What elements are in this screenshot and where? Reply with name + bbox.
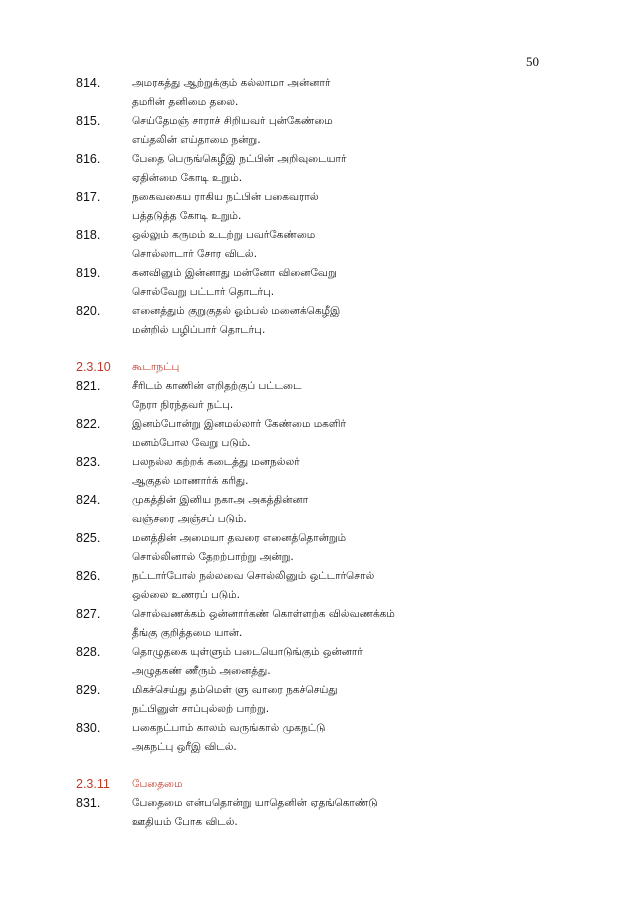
verse-line: எனைத்தும் குறுகுதல் ஓம்பல் மனைக்கெழீஇ [132, 305, 341, 317]
verse-number: 821. [76, 379, 101, 393]
verse-line: தொழுதகை யுள்ளும் படையொடுங்கும் ஒன்னார் [132, 646, 363, 658]
verse [76, 150, 546, 188]
verse-line: கனவினும் இன்னாது மன்னோ வினைவேறு [132, 267, 337, 279]
verse-line: மன்றில் பழிப்பார் தொடர்பு. [132, 324, 266, 336]
verse-number: 829. [76, 683, 101, 697]
verse-line: மனம்போல வேறு படும். [132, 437, 251, 449]
verse-line: ஒல்லை உணரப் படும். [132, 589, 240, 601]
verse-number: 815. [76, 114, 101, 128]
verse-line: ஆகுதல் மாணார்க் கரிது. [132, 475, 249, 487]
verse-line: சொல்வேறு பட்டார் தொடர்பு. [132, 286, 275, 298]
verse-number: 826. [76, 569, 101, 583]
verse-line: தீங்கு குறித்தமை யான். [132, 627, 243, 639]
verse-number: 831. [76, 796, 101, 810]
verse-line: அமரகத்து ஆற்றுக்கும் கல்லாமா அன்னார் [132, 77, 331, 89]
verse-line: சொல்லாடார் சோர விடல். [132, 248, 257, 260]
section-heading [76, 358, 546, 377]
verse-line: அகநட்பு ஒரீஇ விடல். [132, 741, 237, 753]
section-title: பேதைமை [132, 778, 183, 790]
page-number: 50 [526, 54, 539, 69]
verse-line: மிகச்செய்து தம்மெள் ளு வாரை நகச்செய்து [132, 684, 338, 696]
section-number: 2.3.11 [76, 777, 110, 791]
verse-line: பேதைமை என்பதொன்று யாதெனின் ஏதங்கொண்டு [132, 797, 378, 809]
verse-number: 825. [76, 531, 101, 545]
verse-line: சீரிடம் காணின் எறிதற்குப் பட்டடை [132, 380, 302, 392]
verse-line: நட்பினுள் சாப்புல்லற் பாற்று. [132, 703, 270, 715]
verse-line: அழுதகண் ணீரும் அனைத்து. [132, 665, 271, 677]
section-title: கூடாநட்பு [132, 361, 180, 373]
verse [76, 643, 546, 681]
verse-line: ஒல்லும் கருமம் உடற்று பவர்கேண்மை [132, 229, 316, 241]
verse [76, 529, 546, 567]
verse-line: பலநல்ல கற்றக் கடைத்து மனநல்லர் [132, 456, 300, 468]
verse-line: சொல்லினால் தேறற்பாற்று அன்று. [132, 551, 294, 563]
verse-number: 824. [76, 493, 101, 507]
verse [76, 453, 546, 491]
verse [76, 605, 546, 643]
verse-number: 827. [76, 607, 101, 621]
verse [76, 74, 546, 112]
page-content [76, 74, 546, 832]
verse [76, 377, 546, 415]
verse [76, 226, 546, 264]
verse-line: நகைவகைய ராகிய நட்பின் பகைவரால் [132, 191, 319, 203]
verse-line: நட்டார்போல் நல்லவை சொல்லினும் ஒட்டார்சொல் [132, 570, 375, 582]
verse [76, 302, 546, 340]
verse-number: 816. [76, 152, 101, 166]
verse-line: ஊதியம் போக விடல். [132, 816, 238, 828]
verse-line: வஞ்சரை அஞ்சப் படும். [132, 513, 247, 525]
verse-number: 817. [76, 190, 101, 204]
verse [76, 719, 546, 757]
verse-number: 828. [76, 645, 101, 659]
verse-line: சொல்வணக்கம் ஒன்னார்கண் கொள்ளற்க வில்வணக்கம் [132, 608, 395, 620]
verse-number: 823. [76, 455, 101, 469]
verse [76, 415, 546, 453]
verse-line: இனம்போன்று இனமல்லார் கேண்மை மகளிர் [132, 418, 346, 430]
verse-line: ஏதின்மை கோடி உறும். [132, 172, 243, 184]
verse [76, 567, 546, 605]
verse-number: 819. [76, 266, 101, 280]
section-heading [76, 775, 546, 794]
verse [76, 112, 546, 150]
verse-line: மனத்தின் அமையா தவரை எனைத்தொன்றும் [132, 532, 347, 544]
verse-line: பத்தடுத்த கோடி உறும். [132, 210, 242, 222]
verse-line: பேதை பெருங்கெழீஇ நட்பின் அறிவுடையார் [132, 153, 347, 165]
verse-number: 818. [76, 228, 101, 242]
verse-number: 814. [76, 76, 101, 90]
verse [76, 491, 546, 529]
verse-line: தமரின் தனிமை தலை. [132, 96, 239, 108]
verse-line: முகத்தின் இனிய நகாஅ அகத்தின்னா [132, 494, 309, 506]
verse [76, 264, 546, 302]
verse [76, 681, 546, 719]
verse-number: 820. [76, 304, 101, 318]
verse-line: நேரா நிரந்தவர் நட்பு. [132, 399, 234, 411]
verse-line: பகைநட்பாம் காலம் வருங்கால் முகநட்டு [132, 722, 326, 734]
verse-number: 830. [76, 721, 101, 735]
verse-line: எய்தலின் எய்தாமை நன்று. [132, 134, 261, 146]
verse-number: 822. [76, 417, 101, 431]
verse [76, 794, 546, 832]
verse [76, 188, 546, 226]
verse-line: செய்தேமஞ் சாராச் சிறியவர் புன்கேண்மை [132, 115, 333, 127]
section-number: 2.3.10 [76, 360, 111, 374]
